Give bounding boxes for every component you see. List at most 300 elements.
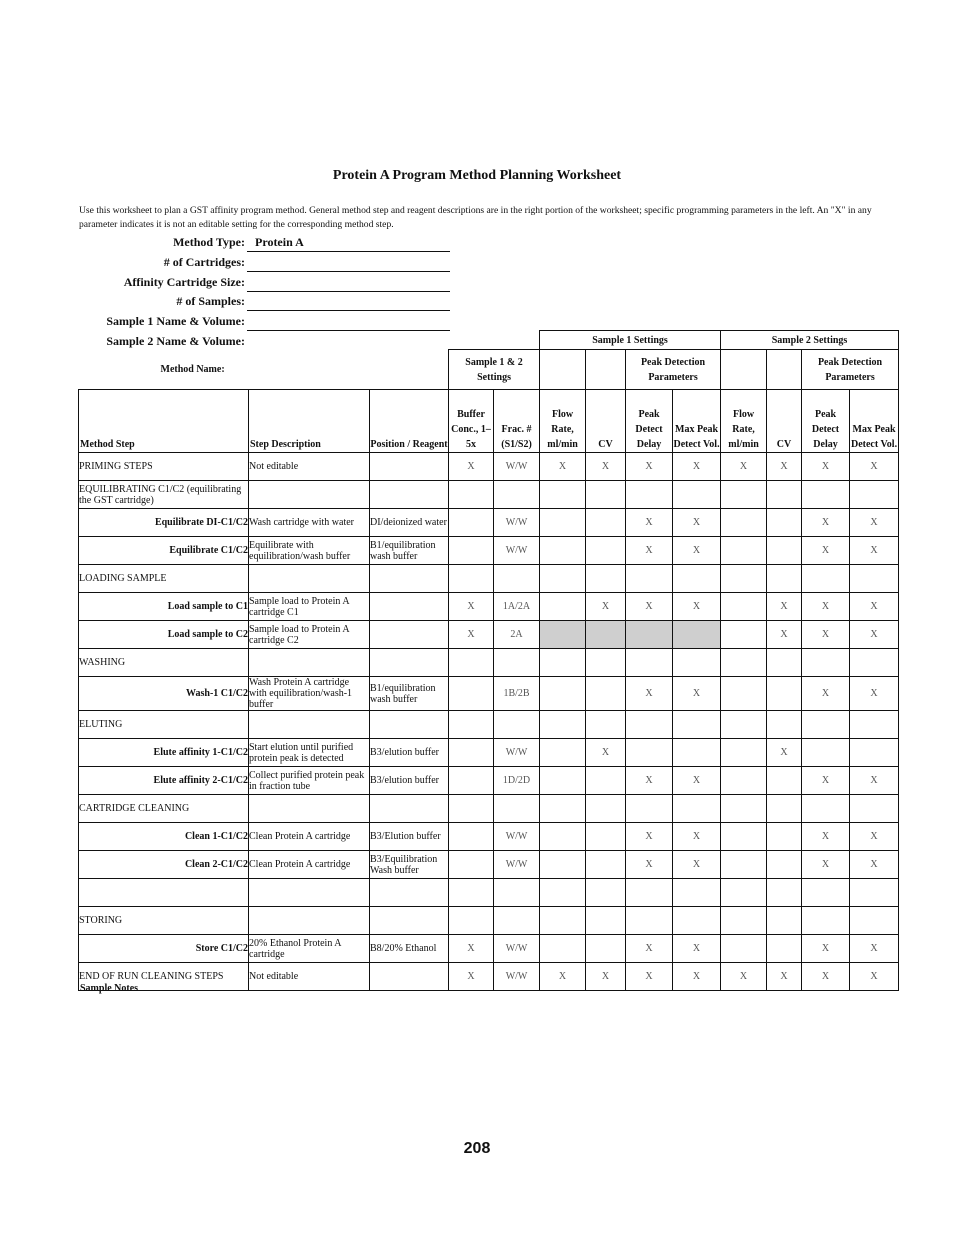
parameter-cell[interactable]	[586, 823, 626, 851]
parameter-cell[interactable]	[626, 907, 673, 935]
parameter-cell: X	[850, 963, 899, 991]
parameter-cell[interactable]	[494, 649, 540, 677]
parameter-cell: X	[626, 537, 673, 565]
parameter-cell: X	[673, 509, 721, 537]
parameter-cell: X	[850, 767, 899, 795]
parameter-cell: X	[673, 851, 721, 879]
parameter-cell: X	[802, 851, 850, 879]
field-input[interactable]	[247, 255, 450, 272]
parameter-cell: X	[673, 935, 721, 963]
step-description-cell	[249, 907, 370, 935]
parameter-cell[interactable]	[449, 739, 494, 767]
parameter-cell: X	[673, 677, 721, 711]
parameter-cell[interactable]	[494, 795, 540, 823]
step-description-cell	[249, 481, 370, 509]
parameter-cell: X	[850, 823, 899, 851]
parameter-cell: X	[802, 537, 850, 565]
parameter-cell: X	[767, 593, 802, 621]
step-description-cell: Wash Protein A cartridge with equilibration/wash-1 buffer	[249, 677, 370, 711]
parameter-cell: X	[802, 621, 850, 649]
parameter-cell: 1B/2B	[494, 677, 540, 711]
step-description-cell: Not editable	[249, 963, 370, 991]
parameter-cell[interactable]	[449, 823, 494, 851]
parameter-cell: X	[767, 963, 802, 991]
parameter-cell[interactable]	[449, 879, 494, 907]
parameter-cell[interactable]	[449, 851, 494, 879]
parameter-cell: X	[802, 593, 850, 621]
parameter-cell[interactable]	[673, 907, 721, 935]
parameter-cell[interactable]	[721, 711, 767, 739]
parameter-cell: X	[802, 823, 850, 851]
parameter-cell[interactable]	[586, 509, 626, 537]
parameter-cell[interactable]	[767, 907, 802, 935]
method-step-cell: LOADING SAMPLE	[79, 565, 249, 593]
parameter-cell[interactable]	[586, 677, 626, 711]
position-reagent-cell	[370, 879, 449, 907]
parameter-cell: X	[586, 593, 626, 621]
parameter-cell[interactable]	[626, 711, 673, 739]
step-description-cell: Sample load to Protein A cartridge C2	[249, 621, 370, 649]
sample-notes-label: Sample Notes	[80, 983, 139, 994]
parameter-cell: X	[626, 509, 673, 537]
cv-2-header: CV	[767, 390, 802, 453]
parameter-cell[interactable]	[850, 711, 899, 739]
parameter-cell[interactable]	[721, 767, 767, 795]
parameter-cell[interactable]	[721, 677, 767, 711]
step-description-cell: Wash cartridge with water	[249, 509, 370, 537]
parameter-cell: X	[802, 767, 850, 795]
parameter-cell[interactable]	[850, 649, 899, 677]
max-peak-2-header: Max Peak Detect Vol.	[850, 390, 899, 453]
parameter-cell[interactable]	[767, 509, 802, 537]
table-row	[79, 537, 899, 565]
parameter-cell[interactable]	[494, 565, 540, 593]
parameter-cell[interactable]	[721, 879, 767, 907]
parameter-cell[interactable]	[721, 621, 767, 649]
parameter-cell: X	[586, 963, 626, 991]
parameter-cell[interactable]	[449, 711, 494, 739]
parameter-cell[interactable]	[626, 879, 673, 907]
parameter-cell[interactable]	[540, 649, 586, 677]
parameter-cell: X	[850, 453, 899, 481]
table-row	[79, 621, 899, 649]
step-description-header: Step Description	[249, 390, 370, 453]
sample2-settings-header: Sample 2 Settings	[721, 331, 899, 350]
table-row	[79, 677, 899, 711]
peak-params-2-header: Peak Detection Parameters	[802, 350, 899, 390]
method-step-cell: Elute affinity 1-C1/C2	[79, 739, 249, 767]
parameter-cell[interactable]	[449, 481, 494, 509]
table-row	[79, 795, 899, 823]
table-row	[79, 823, 899, 851]
parameter-cell: X	[850, 851, 899, 879]
parameter-cell: X	[850, 621, 899, 649]
method-step-cell: Store C1/C2	[79, 935, 249, 963]
position-reagent-cell	[370, 649, 449, 677]
parameter-cell[interactable]	[721, 739, 767, 767]
parameter-cell[interactable]	[540, 879, 586, 907]
position-reagent-cell	[370, 453, 449, 481]
parameter-cell: W/W	[494, 851, 540, 879]
table-row	[79, 907, 899, 935]
parameter-cell: X	[802, 677, 850, 711]
parameter-cell[interactable]	[626, 565, 673, 593]
parameter-cell: X	[850, 677, 899, 711]
parameter-cell: X	[449, 963, 494, 991]
flow-rate-2-header: Flow Rate, ml/min	[721, 390, 767, 453]
parameter-cell[interactable]	[673, 481, 721, 509]
parameter-cell[interactable]	[586, 879, 626, 907]
parameter-cell[interactable]	[767, 711, 802, 739]
position-reagent-cell	[370, 711, 449, 739]
method-step-cell: Wash-1 C1/C2	[79, 677, 249, 711]
position-reagent-cell: B8/20% Ethanol	[370, 935, 449, 963]
parameter-cell[interactable]	[721, 823, 767, 851]
field-label: Affinity Cartridge Size:	[123, 275, 245, 289]
parameter-cell[interactable]	[540, 537, 586, 565]
parameter-cell: X	[802, 935, 850, 963]
parameter-cell[interactable]	[802, 711, 850, 739]
step-description-cell	[249, 795, 370, 823]
parameter-cell: X	[802, 453, 850, 481]
field-input[interactable]	[247, 294, 450, 311]
parameter-cell[interactable]	[494, 711, 540, 739]
parameter-cell[interactable]	[673, 649, 721, 677]
parameter-cell[interactable]	[850, 481, 899, 509]
method-step-cell: EQUILIBRATING C1/C2 (equilibrating the GST cartridge)	[79, 481, 249, 509]
parameter-cell[interactable]	[721, 907, 767, 935]
parameter-cell[interactable]	[540, 509, 586, 537]
parameter-cell: X	[586, 453, 626, 481]
table-row	[79, 963, 899, 991]
method-step-cell: CARTRIDGE CLEANING	[79, 795, 249, 823]
parameter-cell: X	[626, 935, 673, 963]
parameter-cell[interactable]	[802, 879, 850, 907]
method-step-cell: Clean 1-C1/C2	[79, 823, 249, 851]
parameter-cell: X	[449, 593, 494, 621]
table-row	[79, 879, 899, 907]
parameter-cell[interactable]	[540, 795, 586, 823]
parameter-cell[interactable]	[449, 677, 494, 711]
method-step-cell: Load sample to C1	[79, 593, 249, 621]
parameter-cell: W/W	[494, 739, 540, 767]
parameter-cell: W/W	[494, 509, 540, 537]
max-peak-1-header: Max Peak Detect Vol.	[673, 390, 721, 453]
frac-header: Frac. # (S1/S2)	[494, 390, 540, 453]
parameter-cell[interactable]	[767, 935, 802, 963]
parameter-cell[interactable]	[540, 739, 586, 767]
parameter-cell[interactable]	[449, 767, 494, 795]
table-row	[79, 481, 899, 509]
parameter-cell: X	[586, 739, 626, 767]
parameter-cell[interactable]	[540, 767, 586, 795]
position-reagent-cell	[370, 593, 449, 621]
parameter-cell[interactable]	[540, 823, 586, 851]
method-step-cell: STORING	[79, 907, 249, 935]
parameter-cell[interactable]	[721, 593, 767, 621]
parameter-cell: X	[673, 963, 721, 991]
position-reagent-cell: B3/elution buffer	[370, 739, 449, 767]
buffer-conc-header: Buffer Conc., 1–5x	[449, 390, 494, 453]
parameter-cell: X	[850, 935, 899, 963]
parameter-cell: X	[802, 509, 850, 537]
parameter-cell: X	[673, 537, 721, 565]
parameter-cell[interactable]	[540, 677, 586, 711]
parameter-cell: W/W	[494, 963, 540, 991]
parameter-cell[interactable]	[540, 851, 586, 879]
parameter-cell: W/W	[494, 823, 540, 851]
parameter-cell[interactable]	[673, 711, 721, 739]
parameter-cell[interactable]	[626, 649, 673, 677]
parameter-cell: X	[449, 621, 494, 649]
parameter-cell: X	[850, 593, 899, 621]
parameter-cell[interactable]	[802, 649, 850, 677]
parameter-cell[interactable]	[850, 739, 899, 767]
sample1-settings-header: Sample 1 Settings	[540, 331, 721, 350]
parameter-cell[interactable]	[449, 649, 494, 677]
method-step-cell: Load sample to C2	[79, 621, 249, 649]
parameter-cell[interactable]	[586, 907, 626, 935]
table-row	[79, 739, 899, 767]
field-label: Method Type:	[173, 235, 245, 249]
parameter-cell: 1A/2A	[494, 593, 540, 621]
step-description-cell: 20% Ethanol Protein A cartridge	[249, 935, 370, 963]
parameter-cell[interactable]	[767, 649, 802, 677]
step-description-cell: Start elution until purified protein peak is detected	[249, 739, 370, 767]
parameter-cell: X	[673, 593, 721, 621]
parameter-cell[interactable]	[673, 565, 721, 593]
parameter-cell[interactable]	[540, 481, 586, 509]
step-description-cell: Collect purified protein peak in fraction tube	[249, 767, 370, 795]
parameter-cell[interactable]	[721, 935, 767, 963]
peak-delay-1-header: Peak Detect Delay	[626, 390, 673, 453]
parameter-cell: X	[540, 453, 586, 481]
parameter-cell[interactable]	[802, 907, 850, 935]
position-reagent-cell: B3/Equilibration Wash buffer	[370, 851, 449, 879]
parameter-cell[interactable]	[850, 879, 899, 907]
page-title: Protein A Program Method Planning Worksheet	[332, 168, 622, 183]
parameter-cell: X	[626, 677, 673, 711]
parameter-cell[interactable]	[449, 509, 494, 537]
parameter-cell[interactable]	[540, 935, 586, 963]
step-description-cell	[249, 565, 370, 593]
instructions-text: Use this worksheet to plan a GST affinity program method. General method step and reagent descriptions are in the right portion of the worksheet; specific programming parameters in the left. An "X" in any parameter indicates it is not an editable setting for the corresponding method step.	[79, 205, 872, 230]
parameter-cell[interactable]	[721, 565, 767, 593]
parameter-cell[interactable]	[586, 851, 626, 879]
method-step-cell: Equilibrate C1/C2	[79, 537, 249, 565]
step-description-cell: Clean Protein A cartridge	[249, 851, 370, 879]
parameter-cell[interactable]	[494, 907, 540, 935]
parameter-cell[interactable]	[540, 593, 586, 621]
step-description-cell: Equilibrate with equilibration/wash buffer	[249, 537, 370, 565]
position-reagent-cell	[370, 907, 449, 935]
parameter-cell: X	[626, 453, 673, 481]
position-reagent-header: Position / Reagent	[370, 390, 449, 453]
parameter-cell[interactable]	[802, 481, 850, 509]
parameter-cell[interactable]	[586, 565, 626, 593]
parameter-cell[interactable]	[767, 879, 802, 907]
page-number: 208	[463, 1140, 491, 1157]
parameter-cell[interactable]	[586, 935, 626, 963]
parameter-cell[interactable]	[540, 907, 586, 935]
parameter-cell: X	[626, 823, 673, 851]
method-step-cell: WASHING	[79, 649, 249, 677]
step-description-cell: Clean Protein A cartridge	[249, 823, 370, 851]
parameter-cell: X	[767, 621, 802, 649]
parameter-cell[interactable]	[626, 795, 673, 823]
field-label: # of Cartridges:	[163, 255, 245, 269]
parameter-cell[interactable]	[721, 851, 767, 879]
step-description-cell	[249, 649, 370, 677]
peak-params-1-header: Peak Detection Parameters	[626, 350, 721, 390]
parameter-cell[interactable]	[767, 823, 802, 851]
parameter-cell[interactable]	[673, 739, 721, 767]
parameter-cell[interactable]	[673, 879, 721, 907]
parameter-cell[interactable]	[767, 537, 802, 565]
table-row	[79, 711, 899, 739]
parameter-cell[interactable]	[673, 795, 721, 823]
parameter-cell: X	[673, 823, 721, 851]
parameter-cell[interactable]	[626, 481, 673, 509]
shaded-cell	[673, 621, 721, 649]
position-reagent-cell	[370, 795, 449, 823]
parameter-cell: X	[449, 453, 494, 481]
cv-1-header: CV	[586, 390, 626, 453]
shaded-cell	[540, 621, 586, 649]
parameter-cell[interactable]	[494, 481, 540, 509]
parameter-cell: W/W	[494, 537, 540, 565]
field-label: Sample 2 Name & Volume:	[106, 334, 245, 348]
parameter-cell[interactable]	[767, 851, 802, 879]
worksheet-table	[78, 330, 899, 991]
table-row	[79, 453, 899, 481]
parameter-cell: X	[626, 767, 673, 795]
shaded-cell	[626, 621, 673, 649]
sample12-settings-header: Sample 1 & 2 Settings	[449, 350, 540, 390]
flow-rate-1-header: Flow Rate, ml/min	[540, 390, 586, 453]
parameter-cell: 1D/2D	[494, 767, 540, 795]
position-reagent-cell	[370, 963, 449, 991]
field-label: # of Samples:	[176, 294, 245, 308]
parameter-cell: X	[449, 935, 494, 963]
position-reagent-cell: B1/equilibration wash buffer	[370, 537, 449, 565]
position-reagent-cell	[370, 565, 449, 593]
position-reagent-cell: B3/Elution buffer	[370, 823, 449, 851]
parameter-cell[interactable]	[721, 537, 767, 565]
method-name-label: Method Name:	[160, 363, 225, 375]
parameter-cell: X	[540, 963, 586, 991]
method-step-cell: Clean 2-C1/C2	[79, 851, 249, 879]
method-step-cell: END OF RUN CLEANING STEPS	[79, 963, 249, 991]
method-step-cell: PRIMING STEPS	[79, 453, 249, 481]
parameter-cell[interactable]	[449, 907, 494, 935]
parameter-cell[interactable]	[802, 565, 850, 593]
step-description-cell	[249, 879, 370, 907]
table-row	[79, 593, 899, 621]
parameter-cell[interactable]	[586, 481, 626, 509]
parameter-cell: X	[767, 453, 802, 481]
parameter-cell[interactable]	[850, 565, 899, 593]
parameter-cell: X	[626, 851, 673, 879]
parameter-cell[interactable]	[767, 795, 802, 823]
parameter-cell[interactable]	[586, 537, 626, 565]
parameter-cell[interactable]	[586, 767, 626, 795]
parameter-cell[interactable]	[586, 795, 626, 823]
method-step-cell: ELUTING	[79, 711, 249, 739]
parameter-cell: X	[721, 963, 767, 991]
parameter-cell[interactable]	[802, 739, 850, 767]
parameter-cell[interactable]	[449, 795, 494, 823]
table-row	[79, 767, 899, 795]
parameter-cell[interactable]	[449, 537, 494, 565]
parameter-cell[interactable]	[767, 565, 802, 593]
parameter-cell: X	[802, 963, 850, 991]
parameter-cell[interactable]	[586, 711, 626, 739]
field-input[interactable]	[247, 275, 450, 292]
parameter-cell: X	[626, 963, 673, 991]
parameter-cell[interactable]	[767, 677, 802, 711]
parameter-cell[interactable]	[767, 481, 802, 509]
parameter-cell: X	[673, 767, 721, 795]
table-row	[79, 851, 899, 879]
parameter-cell: X	[850, 537, 899, 565]
step-description-cell	[249, 711, 370, 739]
table-row	[79, 649, 899, 677]
parameter-cell[interactable]	[540, 711, 586, 739]
parameter-cell[interactable]	[721, 509, 767, 537]
parameter-cell[interactable]	[449, 565, 494, 593]
position-reagent-cell: B1/equilibration wash buffer	[370, 677, 449, 711]
field-input[interactable]	[247, 314, 450, 331]
step-description-cell: Not editable	[249, 453, 370, 481]
table-row	[79, 509, 899, 537]
peak-delay-2-header: Peak Detect Delay	[802, 390, 850, 453]
parameter-cell[interactable]	[802, 795, 850, 823]
parameter-cell: X	[767, 739, 802, 767]
method-step-cell	[79, 879, 249, 907]
field-label: Sample 1 Name & Volume:	[106, 314, 245, 328]
position-reagent-cell	[370, 621, 449, 649]
parameter-cell: 2A	[494, 621, 540, 649]
parameter-cell: X	[721, 453, 767, 481]
method-step-header: Method Step	[79, 390, 249, 453]
parameter-cell: X	[626, 593, 673, 621]
parameter-cell[interactable]	[850, 907, 899, 935]
parameter-cell[interactable]	[721, 795, 767, 823]
table-row	[79, 565, 899, 593]
parameter-cell: X	[850, 509, 899, 537]
table-row	[79, 935, 899, 963]
field-input[interactable]: Protein A	[247, 235, 450, 252]
parameter-cell: X	[673, 453, 721, 481]
parameter-cell[interactable]	[721, 649, 767, 677]
shaded-cell	[586, 621, 626, 649]
parameter-cell[interactable]	[767, 767, 802, 795]
parameter-cell[interactable]	[586, 649, 626, 677]
method-step-cell: Elute affinity 2-C1/C2	[79, 767, 249, 795]
method-step-cell: Equilibrate DI-C1/C2	[79, 509, 249, 537]
parameter-cell[interactable]	[721, 481, 767, 509]
position-reagent-cell	[370, 481, 449, 509]
parameter-cell: W/W	[494, 935, 540, 963]
position-reagent-cell: DI/deionized water	[370, 509, 449, 537]
parameter-cell[interactable]	[494, 879, 540, 907]
parameter-cell[interactable]	[540, 565, 586, 593]
parameter-cell: W/W	[494, 453, 540, 481]
parameter-cell[interactable]	[626, 739, 673, 767]
parameter-cell[interactable]	[850, 795, 899, 823]
step-description-cell: Sample load to Protein A cartridge C1	[249, 593, 370, 621]
